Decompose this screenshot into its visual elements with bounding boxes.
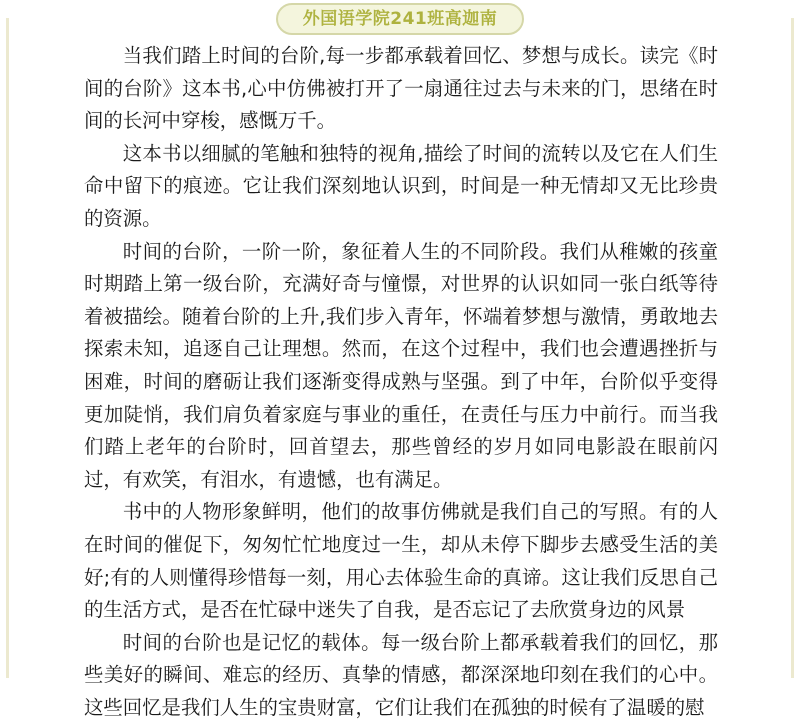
paragraph: 时间的台阶也是记忆的载体。每一级台阶上都承载着我们的回忆，那些美好的瞬间、难忘的经历、真挚的情感，都深深地印刻在我们的心中。这些回忆是我们人生的宝贵财富，它们让我们在孤独的时候有了温暖的慰 <box>84 630 718 719</box>
paragraph: 当我们踏上时间的台阶,每一步都承载着回忆、梦想与成长。读完《时间的台阶》这本书,心中仿佛被打开了一扇通往过去与未来的门，思绪在时间的长河中穿梭，感慨万千。 <box>84 44 718 133</box>
article-body <box>84 40 718 724</box>
paragraph: 这本书以细腻的笔触和独特的视角,描绘了时间的流转以及它在人们生命中留下的痕迹。它让我们深刻地认识到，时间是一种无情却又无比珍贵的资源。 <box>84 141 718 230</box>
paragraph: 时间的台阶，一阶一阶，象征着人生的不同阶段。我们从稚嫩的孩童时期踏上第一级台阶，充满好奇与憧憬，对世界的认识如同一张白纸等待着被描绘。随着台阶的上升,我们步入青年，怀端着梦想与激情，勇敢地去探索未知，追逐自己让理想。然而，在这个过程中，我们也会遭遇挫折与困难，时间的磨砺让我们逐渐变得成熟与坚强。到了中年，台阶似乎变得更加陡悄，我们肩负着家庭与事业的重任，在责任与压力中前行。而当我们踏上老年的台阶时，回首望去，那些曾经的岁月如同电影設在眼前闪过，有欢笑，有泪水，有遗憾，也有满足。 <box>84 239 718 491</box>
author-title-badge: 外国语学院241班高迦南 <box>276 3 524 35</box>
paragraph: 书中的人物形象鲜明，他们的故事仿佛就是我们自己的写照。有的人在时间的催促下，匆匆忙忙地度过一生，却从未停下脚步去感受生活的美好;有的人则懂得珍惜每一刻，用心去体验生命的真谛。这让我们反思自己的生活方式，是否在忙碌中迷失了自我，是否忘记了去欣赏身边的风景 <box>84 500 718 622</box>
